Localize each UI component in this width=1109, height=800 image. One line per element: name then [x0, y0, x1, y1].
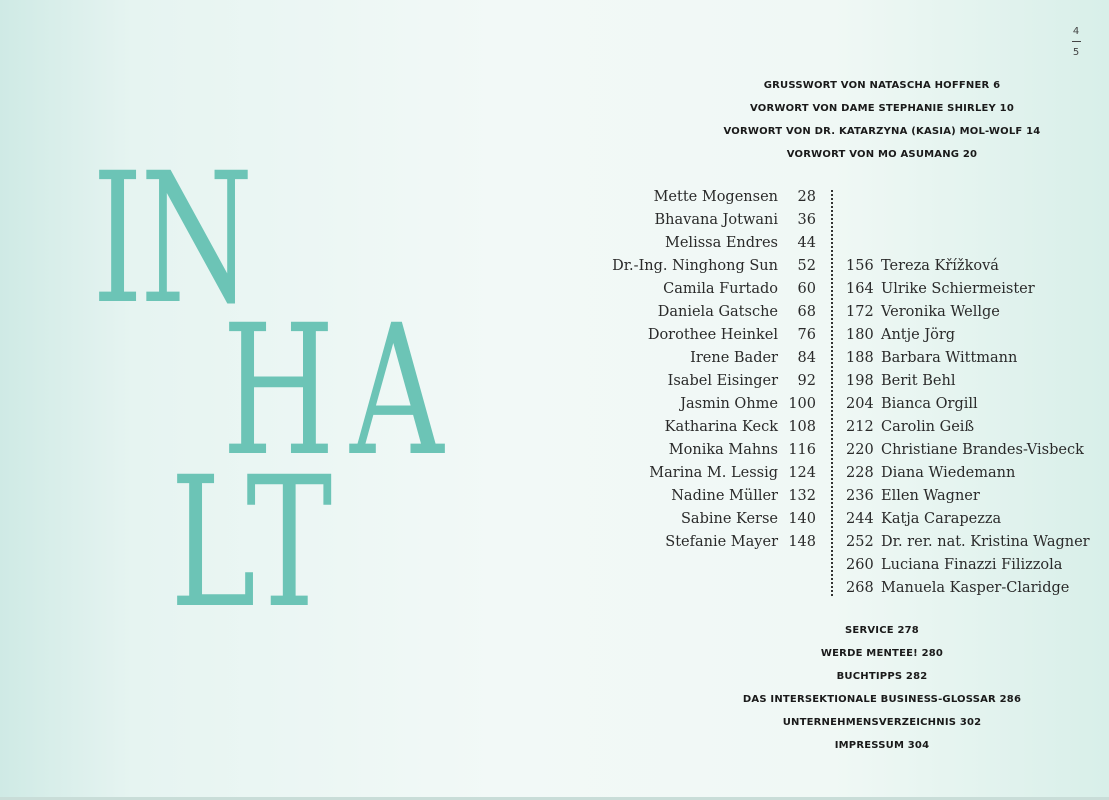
- appendix-list: [640, 619, 1109, 757]
- toc-entry[interactable]: [846, 554, 1096, 577]
- toc-entry-name: Melissa Endres: [665, 235, 778, 251]
- toc-entry-name: Sabine Kerse: [680, 511, 778, 527]
- toc-entry[interactable]: [846, 255, 1096, 278]
- toc-entry-page: 116: [788, 442, 816, 458]
- toc-entry[interactable]: [600, 301, 816, 324]
- toc-entry[interactable]: [600, 439, 816, 462]
- toc-entry[interactable]: [600, 232, 816, 255]
- toc-entry-name: Christiane Brandes-Visbeck: [881, 442, 1084, 458]
- toc-entry[interactable]: [600, 186, 816, 209]
- title-letter-l: L: [170, 439, 257, 648]
- toc-entry[interactable]: [600, 255, 816, 278]
- toc-entry-page: 268: [846, 580, 874, 596]
- toc-entry-name: Dr. rer. nat. Kristina Wagner: [881, 534, 1090, 550]
- toc-entry[interactable]: [846, 577, 1096, 600]
- toc-entry-name: Diana Wiedemann: [881, 465, 1016, 481]
- toc-entry-name: Katharina Keck: [664, 419, 778, 435]
- toc-entry-page: 68: [797, 304, 816, 320]
- toc-entry-page: 140: [788, 511, 816, 527]
- toc-entry[interactable]: [600, 508, 816, 531]
- appendix-item[interactable]: IMPRESSUM 304: [834, 740, 930, 751]
- toc-entry-page: 236: [846, 488, 874, 504]
- toc-entry[interactable]: [846, 462, 1096, 485]
- toc-entry-name: Tereza Křížková: [881, 258, 999, 274]
- toc-entry-page: 76: [797, 327, 816, 343]
- toc-entry-page: 220: [846, 442, 874, 458]
- appendix-item[interactable]: WERDE MENTEE! 280: [820, 648, 944, 659]
- page-number-left: 4: [1072, 26, 1080, 37]
- toc-entry[interactable]: [600, 209, 816, 232]
- toc-entry-page: 148: [788, 534, 816, 550]
- toc-entry-page: 252: [846, 534, 874, 550]
- toc-entry-page: 124: [788, 465, 816, 481]
- toc-entry[interactable]: [600, 278, 816, 301]
- toc-entry-name: Bhavana Jotwani: [654, 212, 778, 228]
- appendix-item[interactable]: UNTERNEHMENSVERZEICHNIS 302: [782, 717, 982, 728]
- foreword-item[interactable]: VORWORT VON MO ASUMANG 20: [786, 149, 978, 160]
- appendix-item[interactable]: DAS INTERSEKTIONALE BUSINESS-GLOSSAR 286: [742, 694, 1022, 705]
- toc-entry[interactable]: [846, 416, 1096, 439]
- toc-entry[interactable]: [600, 324, 816, 347]
- toc-entry[interactable]: [846, 324, 1096, 347]
- toc-entry-page: 212: [846, 419, 874, 435]
- page-number-rule: [1072, 41, 1081, 42]
- appendix-item[interactable]: BUCHTIPPS 282: [836, 671, 928, 682]
- page-number-right: 5: [1072, 47, 1080, 58]
- toc-entry-name: Daniela Gatsche: [657, 304, 778, 320]
- toc-entry-name: Monika Mahns: [668, 442, 778, 458]
- toc-entry-page: 164: [846, 281, 874, 297]
- toc-entry-page: 36: [797, 212, 816, 228]
- toc-entry-name: Barbara Wittmann: [881, 350, 1018, 366]
- toc-entry-name: Irene Bader: [690, 350, 778, 366]
- toc-entry-name: Dr.-Ing. Ninghong Sun: [612, 258, 778, 274]
- toc-entry-page: 204: [846, 396, 874, 412]
- toc-entry-name: Bianca Orgill: [881, 396, 978, 412]
- toc-entry-name: Marina M. Lessig: [649, 465, 778, 481]
- toc-entry-name: Antje Jörg: [881, 327, 956, 343]
- toc-entry[interactable]: [846, 393, 1096, 416]
- toc-entry-page: 244: [846, 511, 874, 527]
- toc-entry-name: Luciana Finazzi Filizzola: [881, 557, 1063, 573]
- toc-entry-page: 172: [846, 304, 874, 320]
- toc-entry[interactable]: [600, 416, 816, 439]
- toc-entry[interactable]: [846, 439, 1096, 462]
- toc-column-divider: [831, 190, 833, 596]
- toc-entry[interactable]: [600, 462, 816, 485]
- toc-entry-name: Camila Furtado: [663, 281, 778, 297]
- toc-entry-page: 260: [846, 557, 874, 573]
- title-letter-i: I: [92, 135, 144, 344]
- toc-entry[interactable]: [846, 278, 1096, 301]
- toc-entry-name: Stefanie Mayer: [665, 534, 778, 550]
- toc-entry-page: 132: [788, 488, 816, 504]
- toc-entry-page: 100: [788, 396, 816, 412]
- title-letter-a: A: [350, 287, 444, 496]
- toc-entry-page: 84: [797, 350, 816, 366]
- title-letter-t: T: [246, 439, 333, 648]
- toc-entry-page: 28: [797, 189, 816, 205]
- toc-entry-name: Veronika Wellge: [881, 304, 1000, 320]
- toc-entry-name: Katja Carapezza: [881, 511, 1002, 527]
- foreword-item[interactable]: GRUSSWORT VON NATASCHA HOFFNER 6: [763, 80, 1001, 91]
- toc-entry-name: Jasmin Ohme: [680, 396, 778, 412]
- toc-entry-page: 156: [846, 258, 874, 274]
- toc-right-column: [846, 255, 1096, 600]
- toc-entry-page: 188: [846, 350, 874, 366]
- toc-entry[interactable]: [846, 531, 1096, 554]
- toc-entry-page: 228: [846, 465, 874, 481]
- toc-left-column: [600, 186, 816, 554]
- appendix-item[interactable]: SERVICE 278: [845, 625, 919, 636]
- toc-entry-name: Isabel Eisinger: [667, 373, 778, 389]
- toc-entry-name: Nadine Müller: [671, 488, 778, 504]
- toc-entry[interactable]: [600, 393, 816, 416]
- toc-entry[interactable]: [846, 370, 1096, 393]
- toc-entry-name: Carolin Geiß: [881, 419, 975, 435]
- toc-entry-page: 44: [797, 235, 816, 251]
- toc-entry-name: Dorothee Heinkel: [647, 327, 778, 343]
- toc-entry-name: Ellen Wagner: [881, 488, 980, 504]
- toc-entry-name: Berit Behl: [881, 373, 956, 389]
- toc-entry[interactable]: [846, 301, 1096, 324]
- toc-entry-name: Manuela Kasper-Claridge: [881, 580, 1070, 596]
- toc-entry-page: 198: [846, 373, 874, 389]
- toc-entry-page: 60: [797, 281, 816, 297]
- toc-entry[interactable]: [600, 347, 816, 370]
- title-letter-n: N: [140, 135, 254, 344]
- toc-entry[interactable]: [600, 531, 816, 554]
- toc-entry[interactable]: [600, 370, 816, 393]
- foreword-item[interactable]: VORWORT VON DAME STEPHANIE SHIRLEY 10: [750, 103, 1014, 114]
- toc-entry[interactable]: [846, 508, 1096, 531]
- toc-entry-name: Mette Mogensen: [653, 189, 778, 205]
- title-letter-h: H: [222, 287, 336, 496]
- toc-entry[interactable]: [600, 485, 816, 508]
- toc-entry-page: 52: [797, 258, 816, 274]
- page-number-indicator: [1069, 26, 1083, 58]
- toc-entry-page: 108: [788, 419, 816, 435]
- toc-entry-page: 92: [797, 373, 816, 389]
- foreword-list: [640, 74, 1109, 166]
- toc-entry-page: 180: [846, 327, 874, 343]
- toc-entry[interactable]: [846, 485, 1096, 508]
- toc-entry[interactable]: [846, 347, 1096, 370]
- foreword-item[interactable]: VORWORT VON DR. KATARZYNA (KASIA) MOL-WOLF 14: [723, 126, 1041, 137]
- toc-entry-name: Ulrike Schiermeister: [881, 281, 1035, 297]
